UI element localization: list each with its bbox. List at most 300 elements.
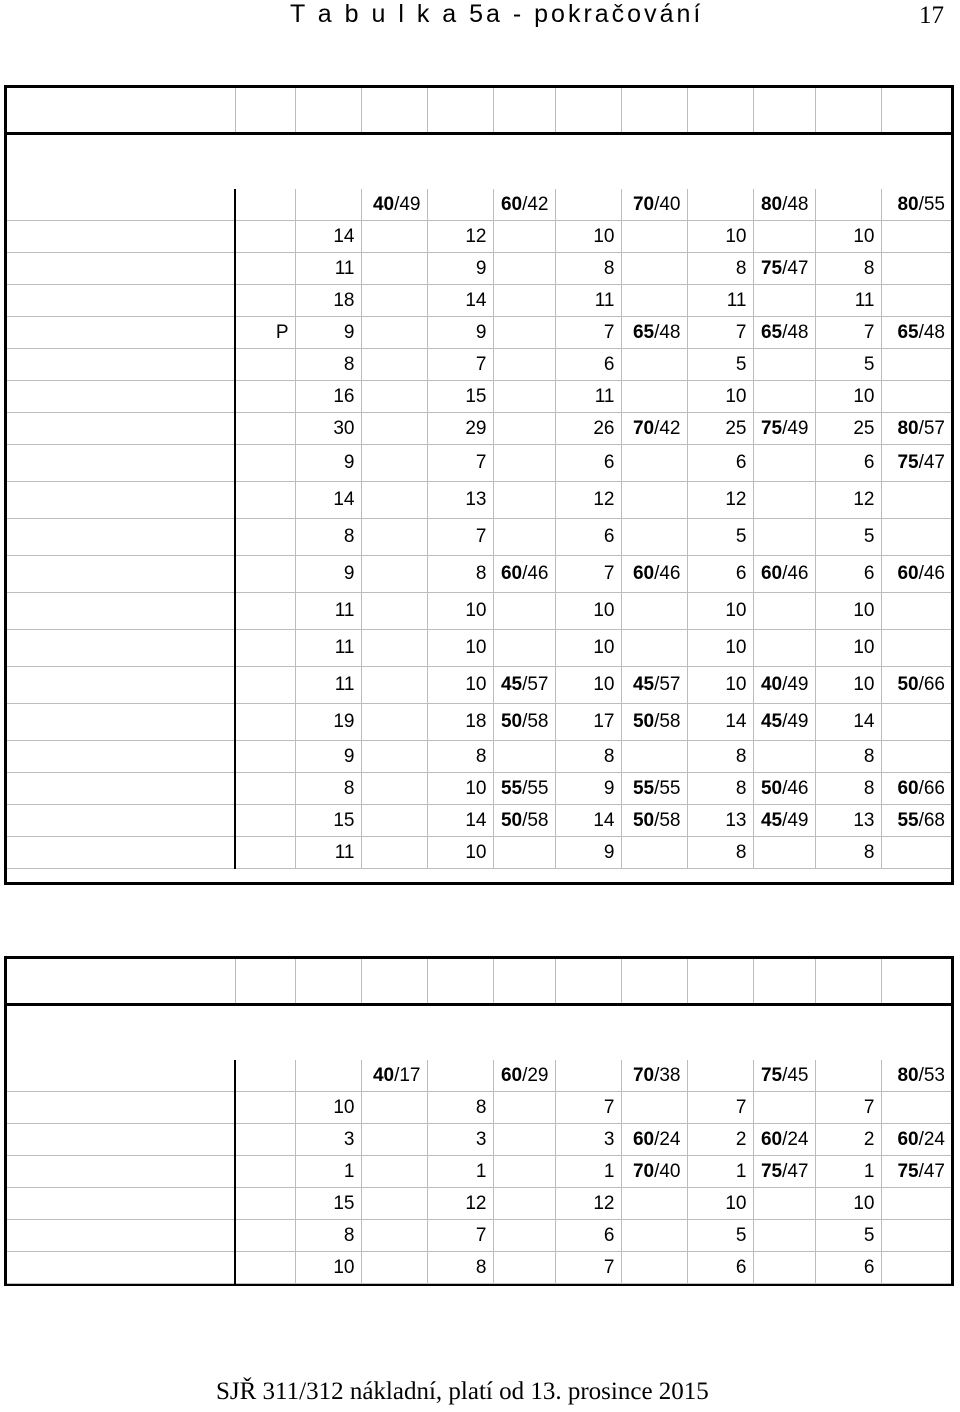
table-cell: 9 [295, 556, 361, 593]
table-row [7, 1124, 951, 1156]
table-cell: 9 [295, 445, 361, 482]
brake-part: /55 [522, 777, 549, 799]
brake-part: /49 [782, 809, 809, 831]
speed-part: 40 [372, 193, 395, 215]
table-cell [361, 1252, 427, 1284]
speed-part: 75 [897, 1160, 919, 1182]
brake-part: /57 [918, 417, 945, 439]
table-cell [753, 189, 815, 221]
table-row [7, 1220, 951, 1252]
station-name [7, 1220, 235, 1252]
table-cell [361, 1092, 427, 1124]
table-cell: 8 [427, 1092, 493, 1124]
table-cell: 10 [815, 1188, 881, 1220]
table-cell [493, 381, 555, 413]
table-cell: 6 [555, 519, 621, 556]
table-cell [493, 1252, 555, 1284]
table-cell: 10 [815, 221, 881, 253]
table-cell [235, 482, 295, 519]
limit-value [753, 1005, 815, 1036]
station-name [7, 704, 235, 741]
brake-part: /58 [654, 809, 681, 831]
table-cell [555, 189, 621, 221]
table-cell [881, 593, 951, 630]
brake-part: /48 [782, 193, 809, 215]
brake-part: /40 [654, 193, 681, 215]
table-cell [361, 667, 427, 704]
column-header [235, 959, 295, 1005]
table-cell [361, 253, 427, 285]
limit-value [493, 134, 555, 165]
table-cell: 10 [555, 667, 621, 704]
table-cell [881, 805, 951, 837]
table-cell [493, 704, 555, 741]
table-cell: 9 [555, 773, 621, 805]
table-cell: 9 [555, 837, 621, 869]
table-cell [881, 482, 951, 519]
brake-part: /49 [782, 711, 809, 732]
table-cell [621, 1220, 687, 1252]
brake-part: /40 [654, 1160, 681, 1182]
table-cell [235, 556, 295, 593]
table-cell: 16 [295, 381, 361, 413]
table-cell: 11 [815, 285, 881, 317]
row-label [7, 1035, 361, 1060]
row-label [7, 164, 361, 189]
table-row [7, 482, 951, 519]
station-name [7, 1188, 235, 1220]
table-cell [881, 189, 951, 221]
table-cell [881, 413, 951, 445]
table-cell [493, 1220, 555, 1252]
table-cell: 25 [687, 413, 753, 445]
table-cell [621, 317, 687, 349]
speed-part: 55 [897, 809, 919, 831]
brake-part: /42 [522, 193, 549, 215]
table-cell [361, 1124, 427, 1156]
table-cell: 10 [555, 221, 621, 253]
table-cell [235, 189, 295, 221]
station-name [7, 593, 235, 630]
station-name [7, 837, 235, 869]
table-row [7, 773, 951, 805]
table-cell: 12 [555, 1188, 621, 1220]
table-cell: 13 [815, 805, 881, 837]
column-header [881, 959, 951, 1005]
table-cell [753, 413, 815, 445]
table-cell [361, 221, 427, 253]
speed-part: 70 [632, 1064, 655, 1086]
table-cell [753, 556, 815, 593]
table-cell: 7 [815, 317, 881, 349]
table-cell: 15 [295, 805, 361, 837]
brake-percent-row [7, 1035, 951, 1060]
station-name [7, 317, 235, 349]
table-cell [235, 773, 295, 805]
table-row [7, 413, 951, 445]
table-cell: 10 [427, 667, 493, 704]
table-cell [881, 253, 951, 285]
table-cell: 12 [427, 221, 493, 253]
brake-part: /68 [918, 809, 945, 831]
table-cell: 1 [687, 1156, 753, 1188]
speed-part: 60 [760, 1128, 783, 1150]
empty-cell [427, 1035, 493, 1060]
table-cell [753, 1188, 815, 1220]
limit-value [361, 164, 427, 189]
table-cell: 26 [555, 413, 621, 445]
station-name [7, 519, 235, 556]
table-cell [881, 556, 951, 593]
table-cell [361, 285, 427, 317]
speed-part: 60 [500, 563, 523, 584]
table-cell [493, 1124, 555, 1156]
empty-cell [815, 1005, 881, 1036]
table-cell: 14 [295, 221, 361, 253]
column-header [815, 959, 881, 1005]
table-cell: 10 [427, 773, 493, 805]
table-cell [753, 445, 815, 482]
table-cell: 11 [295, 837, 361, 869]
table-cell [427, 1060, 493, 1092]
brake-part: /48 [782, 321, 809, 343]
table-cell [881, 1092, 951, 1124]
row-label [7, 134, 361, 165]
speed-part: 60 [500, 193, 523, 215]
speed-part: 75 [760, 417, 783, 439]
table-cell [753, 667, 815, 704]
table-cell [881, 630, 951, 667]
table-cell: 25 [815, 413, 881, 445]
table-cell: 8 [687, 253, 753, 285]
table-cell: 8 [687, 741, 753, 773]
table-cell [621, 445, 687, 482]
table-cell: 14 [815, 704, 881, 741]
table-cell: 8 [295, 773, 361, 805]
table-row [7, 317, 951, 349]
table-cell [235, 285, 295, 317]
speed-part: 65 [897, 321, 919, 343]
limit-value [361, 134, 427, 165]
page-footer: SJŘ 311/312 nákladní, platí od 13. prosince 2015 [216, 1378, 709, 1405]
table-cell [621, 189, 687, 221]
table-cell [753, 837, 815, 869]
table-cell [235, 667, 295, 704]
table-cell: 6 [687, 445, 753, 482]
table-cell: 14 [427, 805, 493, 837]
brake-part: /66 [918, 777, 945, 799]
table-cell: 8 [687, 837, 753, 869]
table-cell [361, 519, 427, 556]
table-cell: 9 [427, 253, 493, 285]
brake-part: /38 [654, 1064, 681, 1086]
table-row [7, 189, 951, 221]
station-name [7, 413, 235, 445]
table-cell: 8 [815, 741, 881, 773]
empty-cell [687, 164, 753, 189]
speed-part: 75 [760, 1064, 783, 1086]
limit-value [493, 1035, 555, 1060]
limit-value [753, 164, 815, 189]
table-cell [235, 1220, 295, 1252]
table-cell: 17 [555, 704, 621, 741]
station-name [7, 285, 235, 317]
table-cell [881, 667, 951, 704]
station-name [7, 1124, 235, 1156]
table-cell: 10 [555, 630, 621, 667]
table-cell: 5 [815, 519, 881, 556]
speed-part: 75 [760, 257, 783, 279]
table-cell: 10 [427, 630, 493, 667]
table-cell: P [235, 317, 295, 349]
column-header [687, 88, 753, 134]
column-header [7, 959, 235, 1005]
table-cell [815, 189, 881, 221]
table-cell [493, 837, 555, 869]
table-cell [621, 556, 687, 593]
table-cell [361, 837, 427, 869]
brake-part: /46 [522, 563, 549, 584]
table-cell: 11 [555, 381, 621, 413]
table-cell [621, 1188, 687, 1220]
brake-part: /49 [782, 674, 809, 695]
empty-cell [815, 164, 881, 189]
table-cell: 7 [687, 1092, 753, 1124]
table-cell: 15 [295, 1188, 361, 1220]
empty-cell [555, 1035, 621, 1060]
table-cell [235, 519, 295, 556]
table-cell [621, 593, 687, 630]
column-header [881, 88, 951, 134]
column-header [7, 88, 235, 134]
table-cell [361, 593, 427, 630]
column-header [361, 88, 427, 134]
station-name [7, 445, 235, 482]
table-cell: 10 [815, 667, 881, 704]
table-cell: 10 [295, 1252, 361, 1284]
table-cell [235, 630, 295, 667]
table-row [7, 741, 951, 773]
table-cell [493, 285, 555, 317]
table-cell [621, 349, 687, 381]
table-cell [753, 704, 815, 741]
table-cell [621, 482, 687, 519]
table-cell [621, 413, 687, 445]
table-cell: 7 [555, 317, 621, 349]
table-cell [881, 381, 951, 413]
limit-value [621, 1005, 687, 1036]
table-cell [881, 704, 951, 741]
table-cell [235, 349, 295, 381]
table-cell: 11 [295, 667, 361, 704]
table-cell [753, 253, 815, 285]
column-header [295, 959, 361, 1005]
column-header [361, 959, 427, 1005]
column-header [753, 88, 815, 134]
table-cell: 13 [687, 805, 753, 837]
table-cell: 10 [687, 221, 753, 253]
table-cell: 11 [687, 285, 753, 317]
station-name [7, 482, 235, 519]
table-cell [235, 1060, 295, 1092]
table-row [7, 519, 951, 556]
table-cell [361, 1220, 427, 1252]
table-cell [235, 381, 295, 413]
table-cell: 1 [555, 1156, 621, 1188]
table-row [7, 285, 951, 317]
table-cell [235, 1124, 295, 1156]
table-cell [753, 519, 815, 556]
table-cell [235, 805, 295, 837]
limit-value [493, 164, 555, 189]
table-cell [881, 837, 951, 869]
station-name [7, 741, 235, 773]
table-cell: 8 [295, 349, 361, 381]
table-row [7, 1252, 951, 1284]
column-header [621, 959, 687, 1005]
table-cell: 6 [555, 445, 621, 482]
table-cell [753, 1060, 815, 1092]
page-title: T a b u l k a 5a - pokračování [290, 0, 704, 28]
brake-part: /58 [522, 809, 549, 831]
table-cell: 8 [555, 741, 621, 773]
speed-row [7, 134, 951, 165]
table-cell [361, 445, 427, 482]
table-cell: 14 [427, 285, 493, 317]
limit-value [753, 134, 815, 165]
column-header [427, 88, 493, 134]
table-cell: 10 [687, 593, 753, 630]
speed-part: 70 [632, 417, 655, 439]
table-cell [361, 1188, 427, 1220]
table-cell [361, 630, 427, 667]
table-cell: 8 [427, 1252, 493, 1284]
brake-part: /47 [782, 257, 809, 279]
table-cell [881, 741, 951, 773]
table-cell: 10 [427, 837, 493, 869]
table-cell: 8 [687, 773, 753, 805]
table-cell: 7 [555, 1252, 621, 1284]
table-cell: 6 [815, 445, 881, 482]
brake-part: /47 [782, 1160, 809, 1182]
table-row [7, 630, 951, 667]
table-cell [493, 349, 555, 381]
table-cell [621, 221, 687, 253]
table-cell [361, 556, 427, 593]
table-cell: 10 [687, 667, 753, 704]
empty-cell [555, 1005, 621, 1036]
table-cell [493, 1060, 555, 1092]
table-cell: 12 [555, 482, 621, 519]
station-name [7, 556, 235, 593]
speed-part: 60 [897, 1128, 919, 1150]
table-cell: 6 [687, 556, 753, 593]
limit-value [361, 1035, 427, 1060]
table-cell [687, 1060, 753, 1092]
table-cell [235, 837, 295, 869]
table-cell: 10 [815, 630, 881, 667]
limit-value [753, 1035, 815, 1060]
speed-part: 55 [632, 777, 655, 799]
brake-part: /17 [394, 1064, 421, 1086]
table-cell: 18 [427, 704, 493, 741]
table-cell: 3 [295, 1124, 361, 1156]
brake-part: /47 [918, 452, 945, 473]
table-cell [881, 773, 951, 805]
table-row [7, 1060, 951, 1092]
speed-part: 50 [500, 809, 523, 831]
table-cell [753, 805, 815, 837]
table-cell [361, 317, 427, 349]
table-cell [753, 349, 815, 381]
table-cell: 8 [555, 253, 621, 285]
empty-cell [815, 1035, 881, 1060]
speed-part: 55 [500, 777, 523, 799]
station-name [7, 1252, 235, 1284]
brake-part: /24 [654, 1128, 681, 1150]
brake-part: /42 [654, 417, 681, 439]
table-cell [753, 1124, 815, 1156]
table-cell: 11 [295, 593, 361, 630]
table-cell [493, 805, 555, 837]
table-cell [295, 189, 361, 221]
table-cell [621, 253, 687, 285]
table-cell: 10 [815, 593, 881, 630]
speed-part: 50 [632, 711, 655, 732]
table-cell: 11 [295, 253, 361, 285]
table-cell: 10 [687, 381, 753, 413]
column-header [493, 959, 555, 1005]
table-cell: 5 [815, 1220, 881, 1252]
speed-part: 45 [760, 711, 783, 732]
speed-table-zabreh [4, 956, 954, 1286]
table-cell [753, 1220, 815, 1252]
table-cell [235, 253, 295, 285]
timetable [7, 959, 951, 1284]
speed-part: 40 [760, 674, 783, 695]
table-cell [815, 1060, 881, 1092]
station-name [7, 221, 235, 253]
brake-part: /55 [918, 193, 945, 215]
table-cell: 8 [295, 519, 361, 556]
table-cell: 8 [815, 253, 881, 285]
table-cell: 11 [555, 285, 621, 317]
speed-part: 60 [897, 777, 919, 799]
table-cell [493, 253, 555, 285]
table-cell [881, 1156, 951, 1188]
table-cell: 1 [815, 1156, 881, 1188]
speed-part: 45 [760, 809, 783, 831]
empty-cell [427, 134, 493, 165]
station-name [7, 381, 235, 413]
station-name [7, 805, 235, 837]
table-cell [295, 1060, 361, 1092]
table-cell [493, 317, 555, 349]
table-cell: 5 [687, 1220, 753, 1252]
table-cell [493, 667, 555, 704]
table-cell: 9 [427, 317, 493, 349]
table-cell [361, 741, 427, 773]
table-cell [361, 1156, 427, 1188]
brake-part: /49 [394, 193, 421, 215]
table-cell: 9 [295, 741, 361, 773]
speed-part: 40 [372, 1064, 395, 1086]
speed-part: 50 [760, 777, 783, 799]
speed-part: 75 [760, 1160, 783, 1182]
table-cell [493, 741, 555, 773]
station-name [7, 1060, 235, 1092]
table-cell [235, 593, 295, 630]
